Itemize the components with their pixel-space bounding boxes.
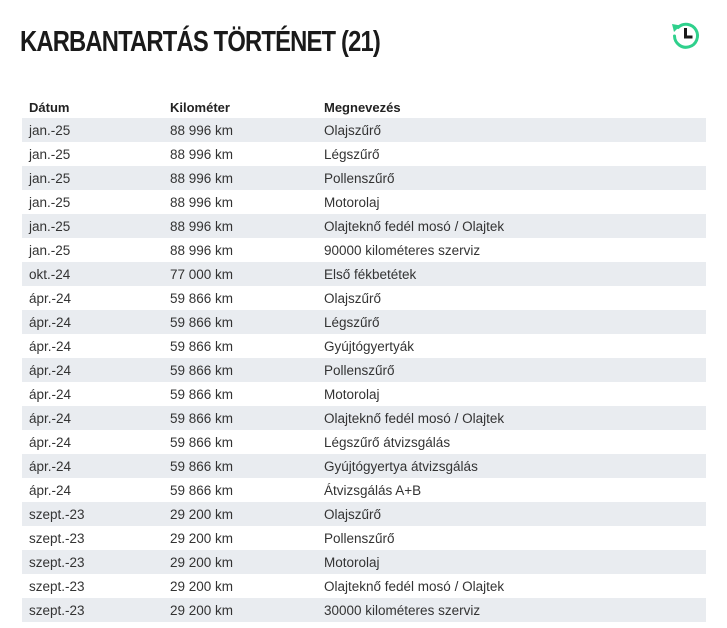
cell-mileage: 29 200 km	[170, 602, 234, 618]
maintenance-history-table	[22, 96, 706, 622]
table-row	[22, 550, 706, 574]
cell-date: jan.-25	[29, 242, 71, 258]
cell-description: Légszűrő átvizsgálás	[324, 434, 451, 450]
cell-description: Olajszűrő	[324, 290, 382, 306]
cell-description: Pollenszűrő	[324, 362, 395, 378]
cell-mileage: 59 866 km	[170, 410, 234, 426]
cell-description: Motorolaj	[324, 194, 380, 210]
cell-description: Gyújtógyertya átvizsgálás	[324, 458, 478, 474]
cell-mileage: 59 866 km	[170, 386, 234, 402]
table-row	[22, 142, 706, 166]
cell-mileage: 29 200 km	[170, 506, 234, 522]
table-row	[22, 406, 706, 430]
table-header	[22, 96, 706, 118]
cell-description: Motorolaj	[324, 554, 380, 570]
cell-mileage: 88 996 km	[170, 194, 234, 210]
column-header-mileage: Kilométer	[170, 99, 230, 115]
table-row	[22, 358, 706, 382]
cell-description: Motorolaj	[324, 386, 380, 402]
cell-date: jan.-25	[29, 122, 71, 138]
cell-date: jan.-25	[29, 170, 71, 186]
cell-mileage: 59 866 km	[170, 362, 234, 378]
cell-date: ápr.-24	[29, 362, 72, 378]
cell-mileage: 88 996 km	[170, 170, 234, 186]
cell-mileage: 29 200 km	[170, 578, 234, 594]
cell-date: okt.-24	[29, 266, 71, 282]
table-row	[22, 214, 706, 238]
cell-description: Olajteknő fedél mosó / Olajtek	[324, 218, 505, 234]
cell-mileage: 59 866 km	[170, 314, 234, 330]
cell-description: Légszűrő	[324, 314, 380, 330]
cell-mileage: 59 866 km	[170, 434, 234, 450]
cell-mileage: 88 996 km	[170, 146, 234, 162]
table-row	[22, 286, 706, 310]
cell-date: ápr.-24	[29, 338, 72, 354]
cell-description: Olajszűrő	[324, 506, 382, 522]
column-header-date: Dátum	[29, 99, 70, 115]
cell-description: Pollenszűrő	[324, 170, 395, 186]
table-row	[22, 310, 706, 334]
cell-date: ápr.-24	[29, 434, 72, 450]
cell-mileage: 88 996 km	[170, 242, 234, 258]
cell-date: ápr.-24	[29, 458, 72, 474]
cell-date: jan.-25	[29, 194, 71, 210]
cell-date: ápr.-24	[29, 386, 72, 402]
table-row	[22, 526, 706, 550]
table-row	[22, 190, 706, 214]
table-row	[22, 262, 706, 286]
cell-mileage: 88 996 km	[170, 218, 234, 234]
cell-mileage: 59 866 km	[170, 458, 234, 474]
cell-description: 90000 kilométeres szerviz	[324, 242, 481, 258]
cell-description: Légszűrő	[324, 146, 380, 162]
table-row	[22, 166, 706, 190]
cell-description: Első fékbetétek	[324, 266, 417, 282]
cell-mileage: 59 866 km	[170, 482, 234, 498]
table-row	[22, 334, 706, 358]
table-row	[22, 598, 706, 622]
cell-mileage: 29 200 km	[170, 554, 234, 570]
cell-date: jan.-25	[29, 218, 71, 234]
table-row	[22, 238, 706, 262]
cell-date: szept.-23	[29, 530, 85, 546]
cell-description: Átvizsgálás A+B	[324, 482, 422, 498]
cell-date: szept.-23	[29, 506, 85, 522]
cell-description: Pollenszűrő	[324, 530, 395, 546]
table-row	[22, 430, 706, 454]
cell-mileage: 88 996 km	[170, 122, 234, 138]
cell-date: jan.-25	[29, 146, 71, 162]
cell-date: ápr.-24	[29, 482, 72, 498]
column-header-description: Megnevezés	[324, 99, 401, 115]
cell-date: ápr.-24	[29, 410, 72, 426]
table-row	[22, 502, 706, 526]
table-row	[22, 118, 706, 142]
table-row	[22, 454, 706, 478]
table-row	[22, 478, 706, 502]
cell-mileage: 77 000 km	[170, 266, 234, 282]
table-row	[22, 574, 706, 598]
history-button[interactable]	[668, 19, 702, 53]
cell-mileage: 59 866 km	[170, 338, 234, 354]
history-clock-icon	[668, 19, 702, 53]
cell-description: Gyújtógyertyák	[324, 338, 415, 354]
cell-description: 30000 kilométeres szerviz	[324, 602, 481, 618]
cell-description: Olajszűrő	[324, 122, 382, 138]
table-body	[22, 118, 706, 622]
cell-date: ápr.-24	[29, 314, 72, 330]
cell-date: szept.-23	[29, 554, 85, 570]
cell-description: Olajteknő fedél mosó / Olajtek	[324, 578, 505, 594]
cell-date: ápr.-24	[29, 290, 72, 306]
cell-mileage: 29 200 km	[170, 530, 234, 546]
cell-date: szept.-23	[29, 578, 85, 594]
cell-description: Olajteknő fedél mosó / Olajtek	[324, 410, 505, 426]
page-title: KARBANTARTÁS TÖRTÉNET (21)	[20, 26, 381, 58]
cell-date: szept.-23	[29, 602, 85, 618]
table-row	[22, 382, 706, 406]
cell-mileage: 59 866 km	[170, 290, 234, 306]
